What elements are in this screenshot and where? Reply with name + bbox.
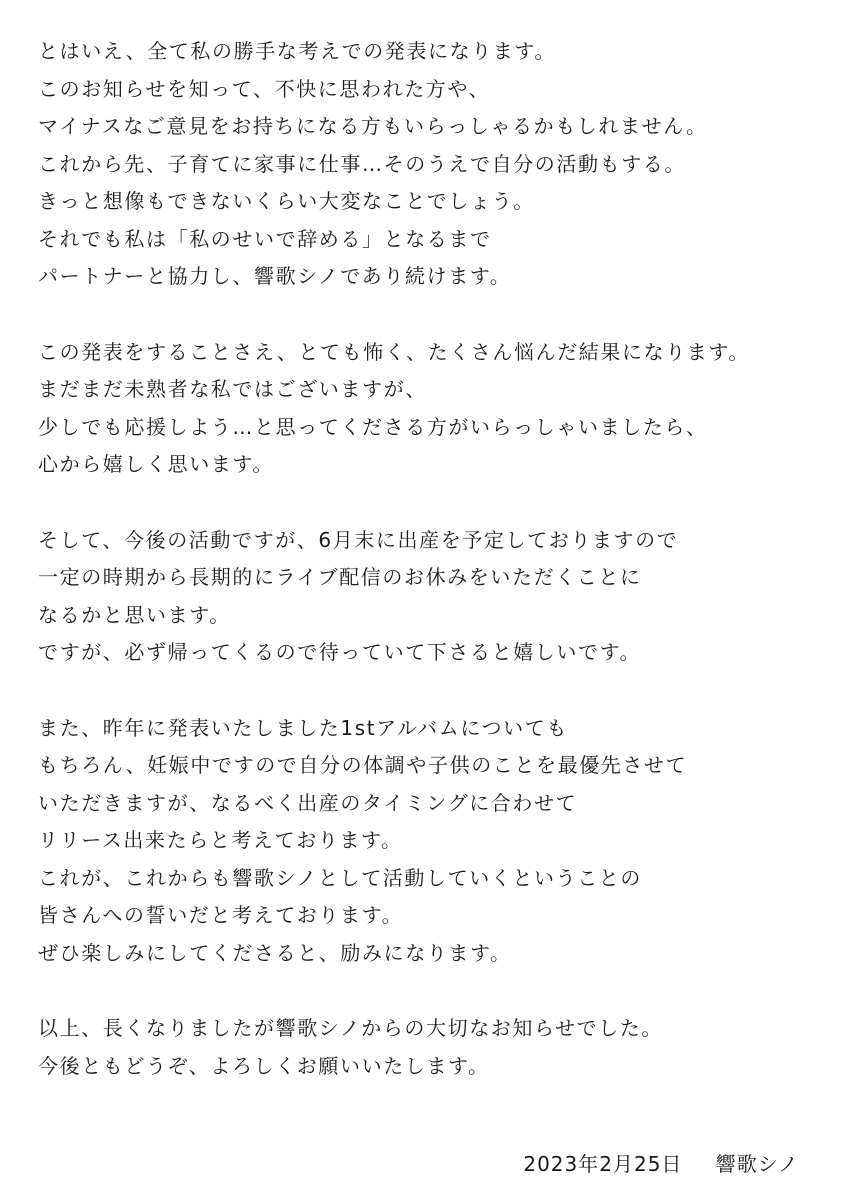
signature-name: 響歌シノ — [715, 1152, 799, 1176]
signature-block — [523, 1149, 799, 1179]
text-line: このお知らせを知って、不快に思われた方や、 — [38, 76, 491, 101]
text-line: 以上、長くなりましたが響歌シノからの大切なお知らせでした。 — [38, 1016, 663, 1040]
signature-date: 2023年2月25日 — [523, 1152, 683, 1176]
text-line: 今後ともどうぞ、よろしくお願いいたします。 — [38, 1053, 490, 1078]
text-line: そして、今後の活動ですが、6月末に出産を予定しておりますので — [38, 527, 679, 552]
paragraph-5 — [38, 1010, 818, 1085]
text-line: それでも私は「私のせいで辞める」となるまで — [38, 226, 492, 251]
text-line: 心から嬉しく思います。 — [38, 452, 274, 476]
text-line: この発表をすることさえ、とても怖く、たくさん悩んだ結果になります。 — [38, 339, 750, 364]
paragraph-2 — [38, 334, 818, 484]
text-line: なるかと思います。 — [38, 602, 231, 627]
text-line: 皆さんへの誓いだと考えております。 — [38, 903, 404, 927]
text-line: まだまだ未熟者な私ではございますが、 — [38, 377, 427, 401]
paragraph-4 — [38, 710, 818, 973]
text-line: また、昨年に発表いたしました1stアルバムについても — [38, 715, 568, 740]
text-line: 一定の時期から長期的にライブ配信のお休みをいただくことに — [38, 565, 642, 589]
announcement-body — [38, 33, 818, 1123]
text-line: とはいえ、全て私の勝手な考えでの発表になります。 — [38, 39, 556, 63]
text-line: パートナーと協力し、響歌シノであり続けます。 — [38, 264, 512, 288]
text-line: きっと想像もできないくらい大変なことでしょう。 — [38, 189, 535, 213]
text-line: これから先、子育てに家事に仕事…そのうえで自分の活動もする。 — [38, 151, 686, 176]
paragraph-3 — [38, 522, 818, 672]
text-line: マイナスなご意見をお持ちになる方もいらっしゃるかもしれません。 — [38, 114, 708, 138]
text-line: もちろん、妊娠中ですので自分の体調や子供のことを最優先させて — [38, 753, 688, 777]
text-line: これが、これからも響歌シノとして活動していくということの — [38, 865, 642, 890]
text-line: リリース出来たらと考えております。 — [38, 828, 403, 852]
text-line: 少しでも応援しよう…と思ってくださる方がいらっしゃいましたら、 — [38, 414, 708, 439]
paragraph-1 — [38, 33, 818, 296]
text-line: ぜひ楽しみにしてくださると、励みになります。 — [38, 940, 512, 965]
text-line: いただきますが、なるべく出産のタイミングに合わせて — [38, 790, 578, 815]
text-line: ですが、必ず帰ってくるので待っていて下さると嬉しいです。 — [38, 640, 642, 664]
